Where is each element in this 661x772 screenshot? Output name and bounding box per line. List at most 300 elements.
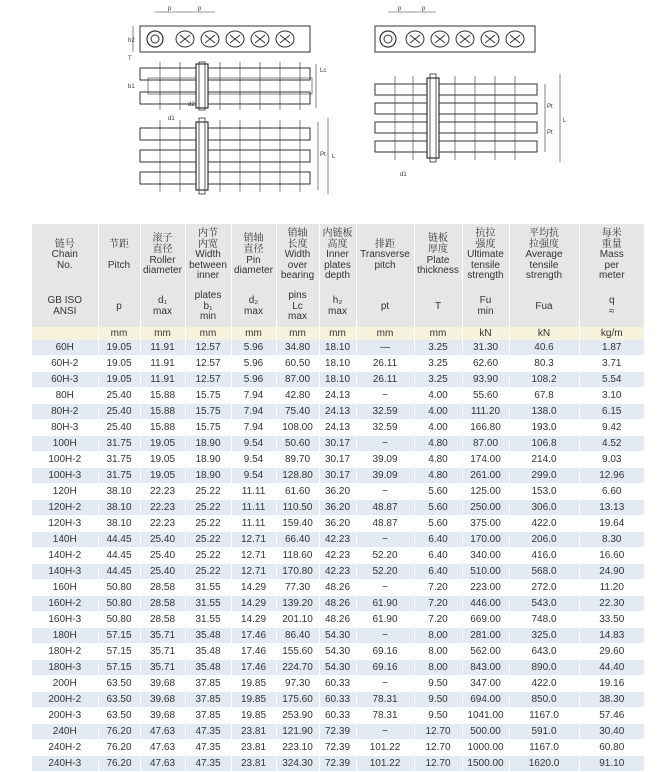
chain-number-cell: 240H-2: [32, 740, 98, 756]
chain-number-cell: 100H: [32, 436, 98, 452]
value-cell: 106.8: [509, 436, 579, 452]
value-cell: 47.63: [140, 724, 185, 740]
value-cell: 224.70: [276, 660, 319, 676]
value-cell: 31.55: [185, 580, 231, 596]
symbol-cell: [185, 287, 231, 327]
value-cell: 75.40: [276, 404, 319, 420]
value-cell: 19.05: [140, 452, 185, 468]
value-cell: 86.40: [276, 628, 319, 644]
value-cell: 30.17: [319, 452, 356, 468]
value-cell: 9.50: [414, 692, 462, 708]
symbol-text: GB ISO: [47, 295, 82, 307]
value-cell: 31.55: [185, 596, 231, 612]
value-cell: 166.80: [462, 420, 509, 436]
value-cell: 97.30: [276, 676, 319, 692]
value-cell: 17.46: [231, 660, 276, 676]
value-cell: 22.23: [140, 516, 185, 532]
header-zh: 内宽: [198, 238, 218, 250]
value-cell: 57.46: [579, 708, 644, 724]
unit-cell: kN: [509, 327, 579, 340]
value-cell: 25.22: [185, 532, 231, 548]
value-cell: 15.88: [140, 420, 185, 436]
value-cell: 57.15: [98, 628, 140, 644]
value-cell: 30.17: [319, 436, 356, 452]
value-cell: 60.33: [319, 708, 356, 724]
value-cell: 3.10: [579, 388, 644, 404]
chain-number-cell: 80H: [32, 388, 98, 404]
value-cell: −: [356, 532, 414, 548]
column-header: [319, 224, 356, 287]
value-cell: 14.29: [231, 596, 276, 612]
value-cell: 35.71: [140, 644, 185, 660]
column-header: [32, 224, 98, 287]
value-cell: 174.00: [462, 452, 509, 468]
value-cell: 325.0: [509, 628, 579, 644]
value-cell: 39.09: [356, 468, 414, 484]
top-view-diagram-triple: [375, 74, 567, 178]
value-cell: 4.80: [414, 468, 462, 484]
value-cell: 26.11: [356, 372, 414, 388]
value-cell: 11.11: [231, 516, 276, 532]
value-cell: 9.54: [231, 468, 276, 484]
value-cell: 12.70: [414, 740, 462, 756]
header-zh: 内节: [198, 228, 218, 240]
value-cell: 44.45: [98, 532, 140, 548]
header-en: Chain: [51, 249, 78, 261]
value-cell: 36.20: [319, 500, 356, 516]
value-cell: 422.0: [509, 676, 579, 692]
value-cell: 9.03: [579, 452, 644, 468]
value-cell: 12.70: [414, 756, 462, 772]
header-zh: 直径: [152, 243, 173, 255]
value-cell: 272.0: [509, 580, 579, 596]
header-zh: 链板: [428, 233, 448, 245]
chain-number-cell: 100H-3: [32, 468, 98, 484]
header-zh: 平均抗: [529, 228, 559, 240]
value-cell: 78.31: [356, 708, 414, 724]
value-cell: 347.00: [462, 676, 509, 692]
table-row: [32, 532, 644, 548]
value-cell: 18.90: [185, 468, 231, 484]
symbol-cell: [579, 287, 644, 327]
value-cell: 48.87: [356, 516, 414, 532]
value-cell: 57.15: [98, 660, 140, 676]
column-header: [140, 224, 185, 287]
unit-cell: mm: [356, 327, 414, 340]
value-cell: 11.20: [579, 580, 644, 596]
chain-number-cell: 60H-2: [32, 356, 98, 372]
value-cell: 4.80: [414, 452, 462, 468]
value-cell: 50.80: [98, 612, 140, 628]
column-header: [185, 224, 231, 287]
value-cell: 1620.0: [509, 756, 579, 772]
value-cell: 843.00: [462, 660, 509, 676]
symbol-text: pins: [288, 290, 307, 302]
header-en: bearing: [280, 270, 315, 282]
symbol-text: Lc: [292, 300, 303, 312]
unit-cell: kN: [462, 327, 509, 340]
value-cell: 60.50: [276, 356, 319, 372]
value-cell: 33.50: [579, 612, 644, 628]
value-cell: 39.68: [140, 708, 185, 724]
header-zh: 抗拉: [475, 228, 496, 240]
value-cell: 7.94: [231, 404, 276, 420]
value-cell: 28.58: [140, 596, 185, 612]
value-cell: 12.71: [231, 564, 276, 580]
value-cell: 15.75: [185, 404, 231, 420]
symbol-text: b₁: [203, 300, 213, 312]
value-cell: 47.63: [140, 756, 185, 772]
value-cell: 11.11: [231, 484, 276, 500]
column-header: [462, 224, 509, 287]
value-cell: 25.22: [185, 500, 231, 516]
value-cell: 11.91: [140, 372, 185, 388]
value-cell: 261.00: [462, 468, 509, 484]
chain-number-cell: 240H-3: [32, 756, 98, 772]
table-row: [32, 644, 644, 660]
diagram-label-h2: h2: [128, 38, 135, 44]
value-cell: 15.88: [140, 388, 185, 404]
table-row: [32, 692, 644, 708]
diagram-label-t: T: [128, 56, 132, 62]
diagram-label-pt: Pt: [320, 152, 326, 158]
header-en: Ultimate: [467, 249, 504, 261]
value-cell: 19.05: [140, 468, 185, 484]
value-cell: 7.94: [231, 388, 276, 404]
value-cell: 25.40: [98, 420, 140, 436]
value-cell: 57.15: [98, 644, 140, 660]
value-cell: 24.13: [319, 404, 356, 420]
value-cell: 5.96: [231, 356, 276, 372]
chain-number-cell: 80H-2: [32, 404, 98, 420]
value-cell: 87.00: [276, 372, 319, 388]
table-row: [32, 660, 644, 676]
unit-cell: mm: [276, 327, 319, 340]
value-cell: 1167.0: [509, 740, 579, 756]
value-cell: 340.00: [462, 548, 509, 564]
header-zh: 排距: [375, 238, 395, 250]
value-cell: 61.60: [276, 484, 319, 500]
value-cell: 72.39: [319, 756, 356, 772]
value-cell: 155.60: [276, 644, 319, 660]
value-cell: 101.22: [356, 756, 414, 772]
value-cell: 52.20: [356, 548, 414, 564]
header-zh: 重量: [601, 238, 622, 250]
value-cell: 7.20: [414, 596, 462, 612]
symbol-text: Fu: [479, 295, 492, 307]
value-cell: 26.11: [356, 356, 414, 372]
header-en: Pitch: [107, 259, 131, 271]
chain-number-cell: 200H-3: [32, 708, 98, 724]
value-cell: 16.60: [579, 548, 644, 564]
header-row: [32, 224, 644, 287]
value-cell: 63.50: [98, 692, 140, 708]
table-row: [32, 740, 644, 756]
value-cell: 121.90: [276, 724, 319, 740]
value-cell: 19.85: [231, 676, 276, 692]
value-cell: 37.85: [185, 676, 231, 692]
value-cell: 299.0: [509, 468, 579, 484]
diagram-label-d1: d1: [400, 172, 407, 178]
header-zh: 节距: [109, 238, 129, 250]
value-cell: 24.13: [319, 420, 356, 436]
value-cell: 1500.00: [462, 756, 509, 772]
value-cell: 4.00: [414, 420, 462, 436]
header-en: diameter: [234, 265, 273, 277]
header-en: between: [189, 259, 227, 271]
header-zh: 每米: [601, 228, 622, 240]
header-zh: 高度: [327, 238, 348, 250]
value-cell: 47.35: [185, 724, 231, 740]
diagram-label-lc: Lc: [320, 68, 327, 74]
value-cell: 76.20: [98, 724, 140, 740]
value-cell: 101.22: [356, 740, 414, 756]
value-cell: 18.10: [319, 356, 356, 372]
table-row: [32, 340, 644, 356]
symbol-text: pt: [380, 300, 390, 312]
value-cell: 61.90: [356, 596, 414, 612]
chain-number-cell: 100H-2: [32, 452, 98, 468]
value-cell: 39.68: [140, 676, 185, 692]
value-cell: 223.00: [462, 580, 509, 596]
value-cell: 35.48: [185, 644, 231, 660]
value-cell: 128.80: [276, 468, 319, 484]
symbol-text: ANSI: [53, 306, 77, 317]
table-row: [32, 372, 644, 388]
value-cell: 4.00: [414, 404, 462, 420]
diagram-label-pitch: p: [422, 6, 426, 12]
value-cell: 1.87: [579, 340, 644, 356]
value-cell: 28.58: [140, 612, 185, 628]
symbol-text: max: [244, 306, 263, 317]
value-cell: 15.88: [140, 404, 185, 420]
symbol-text: d₂: [248, 295, 259, 307]
value-cell: 193.0: [509, 420, 579, 436]
value-cell: 69.16: [356, 644, 414, 660]
chain-number-cell: 180H: [32, 628, 98, 644]
value-cell: 19.05: [98, 356, 140, 372]
value-cell: —: [356, 340, 414, 356]
value-cell: 748.0: [509, 612, 579, 628]
header-en: strength: [467, 270, 504, 282]
column-header: [579, 224, 644, 287]
value-cell: 25.22: [185, 548, 231, 564]
value-cell: 108.2: [509, 372, 579, 388]
value-cell: 19.05: [98, 340, 140, 356]
value-cell: 118.60: [276, 548, 319, 564]
value-cell: 22.23: [140, 484, 185, 500]
symbol-cell: [98, 287, 140, 327]
value-cell: 12.57: [185, 340, 231, 356]
value-cell: 7.20: [414, 612, 462, 628]
value-cell: 54.30: [319, 628, 356, 644]
value-cell: 15.75: [185, 420, 231, 436]
value-cell: 7.20: [414, 580, 462, 596]
value-cell: 13.13: [579, 500, 644, 516]
value-cell: 32.59: [356, 404, 414, 420]
header-en: Plate: [426, 254, 450, 266]
header-en: diameter: [143, 265, 182, 277]
value-cell: 12.57: [185, 356, 231, 372]
header-en: plates: [324, 259, 351, 271]
value-cell: 50.60: [276, 436, 319, 452]
header-en: Pin: [246, 254, 261, 266]
value-cell: −: [356, 628, 414, 644]
column-header: [509, 224, 579, 287]
symbol-text: q: [608, 295, 615, 307]
header-zh: 强度: [475, 238, 496, 250]
header-zh: 内链板: [322, 228, 353, 240]
value-cell: 139.20: [276, 596, 319, 612]
diagram-label-l: L: [332, 154, 336, 160]
value-cell: 35.71: [140, 628, 185, 644]
value-cell: 591.0: [509, 724, 579, 740]
table-row: [32, 468, 644, 484]
header-zh: 直径: [243, 243, 264, 255]
value-cell: 214.0: [509, 452, 579, 468]
value-cell: 38.30: [579, 692, 644, 708]
value-cell: 18.10: [319, 372, 356, 388]
value-cell: 12.71: [231, 532, 276, 548]
value-cell: 17.46: [231, 644, 276, 660]
value-cell: 416.0: [509, 548, 579, 564]
value-cell: 80.3: [509, 356, 579, 372]
value-cell: 36.20: [319, 516, 356, 532]
column-header: [276, 224, 319, 287]
diagram-label-pitch: p: [398, 6, 402, 12]
value-cell: 12.70: [414, 724, 462, 740]
value-cell: 5.60: [414, 484, 462, 500]
value-cell: 42.80: [276, 388, 319, 404]
header-en: tensile: [529, 259, 559, 271]
value-cell: 8.00: [414, 660, 462, 676]
value-cell: 111.20: [462, 404, 509, 420]
value-cell: 3.25: [414, 356, 462, 372]
value-cell: 5.96: [231, 372, 276, 388]
value-cell: 153.0: [509, 484, 579, 500]
value-cell: 12.57: [185, 372, 231, 388]
value-cell: 12.71: [231, 548, 276, 564]
symbol-cell: [231, 287, 276, 327]
value-cell: 643.0: [509, 644, 579, 660]
value-cell: 9.54: [231, 436, 276, 452]
value-cell: 31.75: [98, 468, 140, 484]
chain-number-cell: 200H-2: [32, 692, 98, 708]
value-cell: 37.85: [185, 708, 231, 724]
chain-number-cell: 180H-3: [32, 660, 98, 676]
value-cell: 23.81: [231, 724, 276, 740]
value-cell: 32.59: [356, 420, 414, 436]
value-cell: 38.10: [98, 500, 140, 516]
value-cell: 31.75: [98, 452, 140, 468]
header-zh: 销轴: [287, 228, 308, 240]
value-cell: 18.10: [319, 340, 356, 356]
value-cell: 108.00: [276, 420, 319, 436]
value-cell: 543.0: [509, 596, 579, 612]
value-cell: 47.35: [185, 740, 231, 756]
value-cell: 39.09: [356, 452, 414, 468]
value-cell: 850.0: [509, 692, 579, 708]
value-cell: 91.10: [579, 756, 644, 772]
value-cell: 170.80: [276, 564, 319, 580]
value-cell: 60.33: [319, 676, 356, 692]
chain-number-cell: 120H-3: [32, 516, 98, 532]
value-cell: 3.25: [414, 372, 462, 388]
value-cell: 72.39: [319, 724, 356, 740]
symbol-text: ≈: [609, 306, 615, 317]
diagram-label-d1: d1: [168, 116, 175, 122]
value-cell: 38.10: [98, 516, 140, 532]
value-cell: 5.96: [231, 340, 276, 356]
value-cell: 3.71: [579, 356, 644, 372]
value-cell: 72.39: [319, 740, 356, 756]
header-zh: 链号: [54, 238, 75, 250]
table-row: [32, 356, 644, 372]
value-cell: 24.90: [579, 564, 644, 580]
chain-number-cell: 60H-3: [32, 372, 98, 388]
value-cell: 1000.00: [462, 740, 509, 756]
value-cell: 6.60: [579, 484, 644, 500]
value-cell: −: [356, 580, 414, 596]
value-cell: 42.23: [319, 548, 356, 564]
table-row: [32, 404, 644, 420]
header-zh: 滚子: [152, 233, 173, 245]
value-cell: 23.81: [231, 740, 276, 756]
symbol-text: min: [477, 306, 494, 317]
value-cell: 1167.0: [509, 708, 579, 724]
value-cell: −: [356, 676, 414, 692]
unit-cell: mm: [185, 327, 231, 340]
top-view-diagram-double: [140, 118, 336, 194]
unit-row: [32, 327, 644, 340]
value-cell: 3.25: [414, 340, 462, 356]
value-cell: 36.20: [319, 484, 356, 500]
unit-cell: mm: [231, 327, 276, 340]
symbol-text: max: [288, 311, 307, 323]
header-en: Inner: [326, 249, 349, 261]
symbol-cell: [32, 287, 98, 327]
value-cell: 422.0: [509, 516, 579, 532]
header-zh: 长度: [287, 238, 308, 250]
symbol-cell: [509, 287, 579, 327]
value-cell: 9.42: [579, 420, 644, 436]
value-cell: 175.60: [276, 692, 319, 708]
value-cell: 138.0: [509, 404, 579, 420]
column-header: [231, 224, 276, 287]
header-en: inner: [196, 270, 220, 282]
table-row: [32, 708, 644, 724]
value-cell: 375.00: [462, 516, 509, 532]
value-cell: 22.23: [140, 500, 185, 516]
header-en: thickness: [417, 265, 459, 277]
value-cell: 1041.00: [462, 708, 509, 724]
value-cell: 170.00: [462, 532, 509, 548]
value-cell: 89.70: [276, 452, 319, 468]
value-cell: 67.8: [509, 388, 579, 404]
value-cell: 4.80: [414, 436, 462, 452]
value-cell: 206.0: [509, 532, 579, 548]
value-cell: 8.00: [414, 628, 462, 644]
value-cell: 25.40: [140, 532, 185, 548]
value-cell: 253.90: [276, 708, 319, 724]
value-cell: 510.00: [462, 564, 509, 580]
symbol-cell: [356, 287, 414, 327]
value-cell: 48.26: [319, 580, 356, 596]
value-cell: 25.22: [185, 484, 231, 500]
value-cell: 44.45: [98, 548, 140, 564]
symbol-text: max: [328, 306, 347, 317]
value-cell: 28.58: [140, 580, 185, 596]
